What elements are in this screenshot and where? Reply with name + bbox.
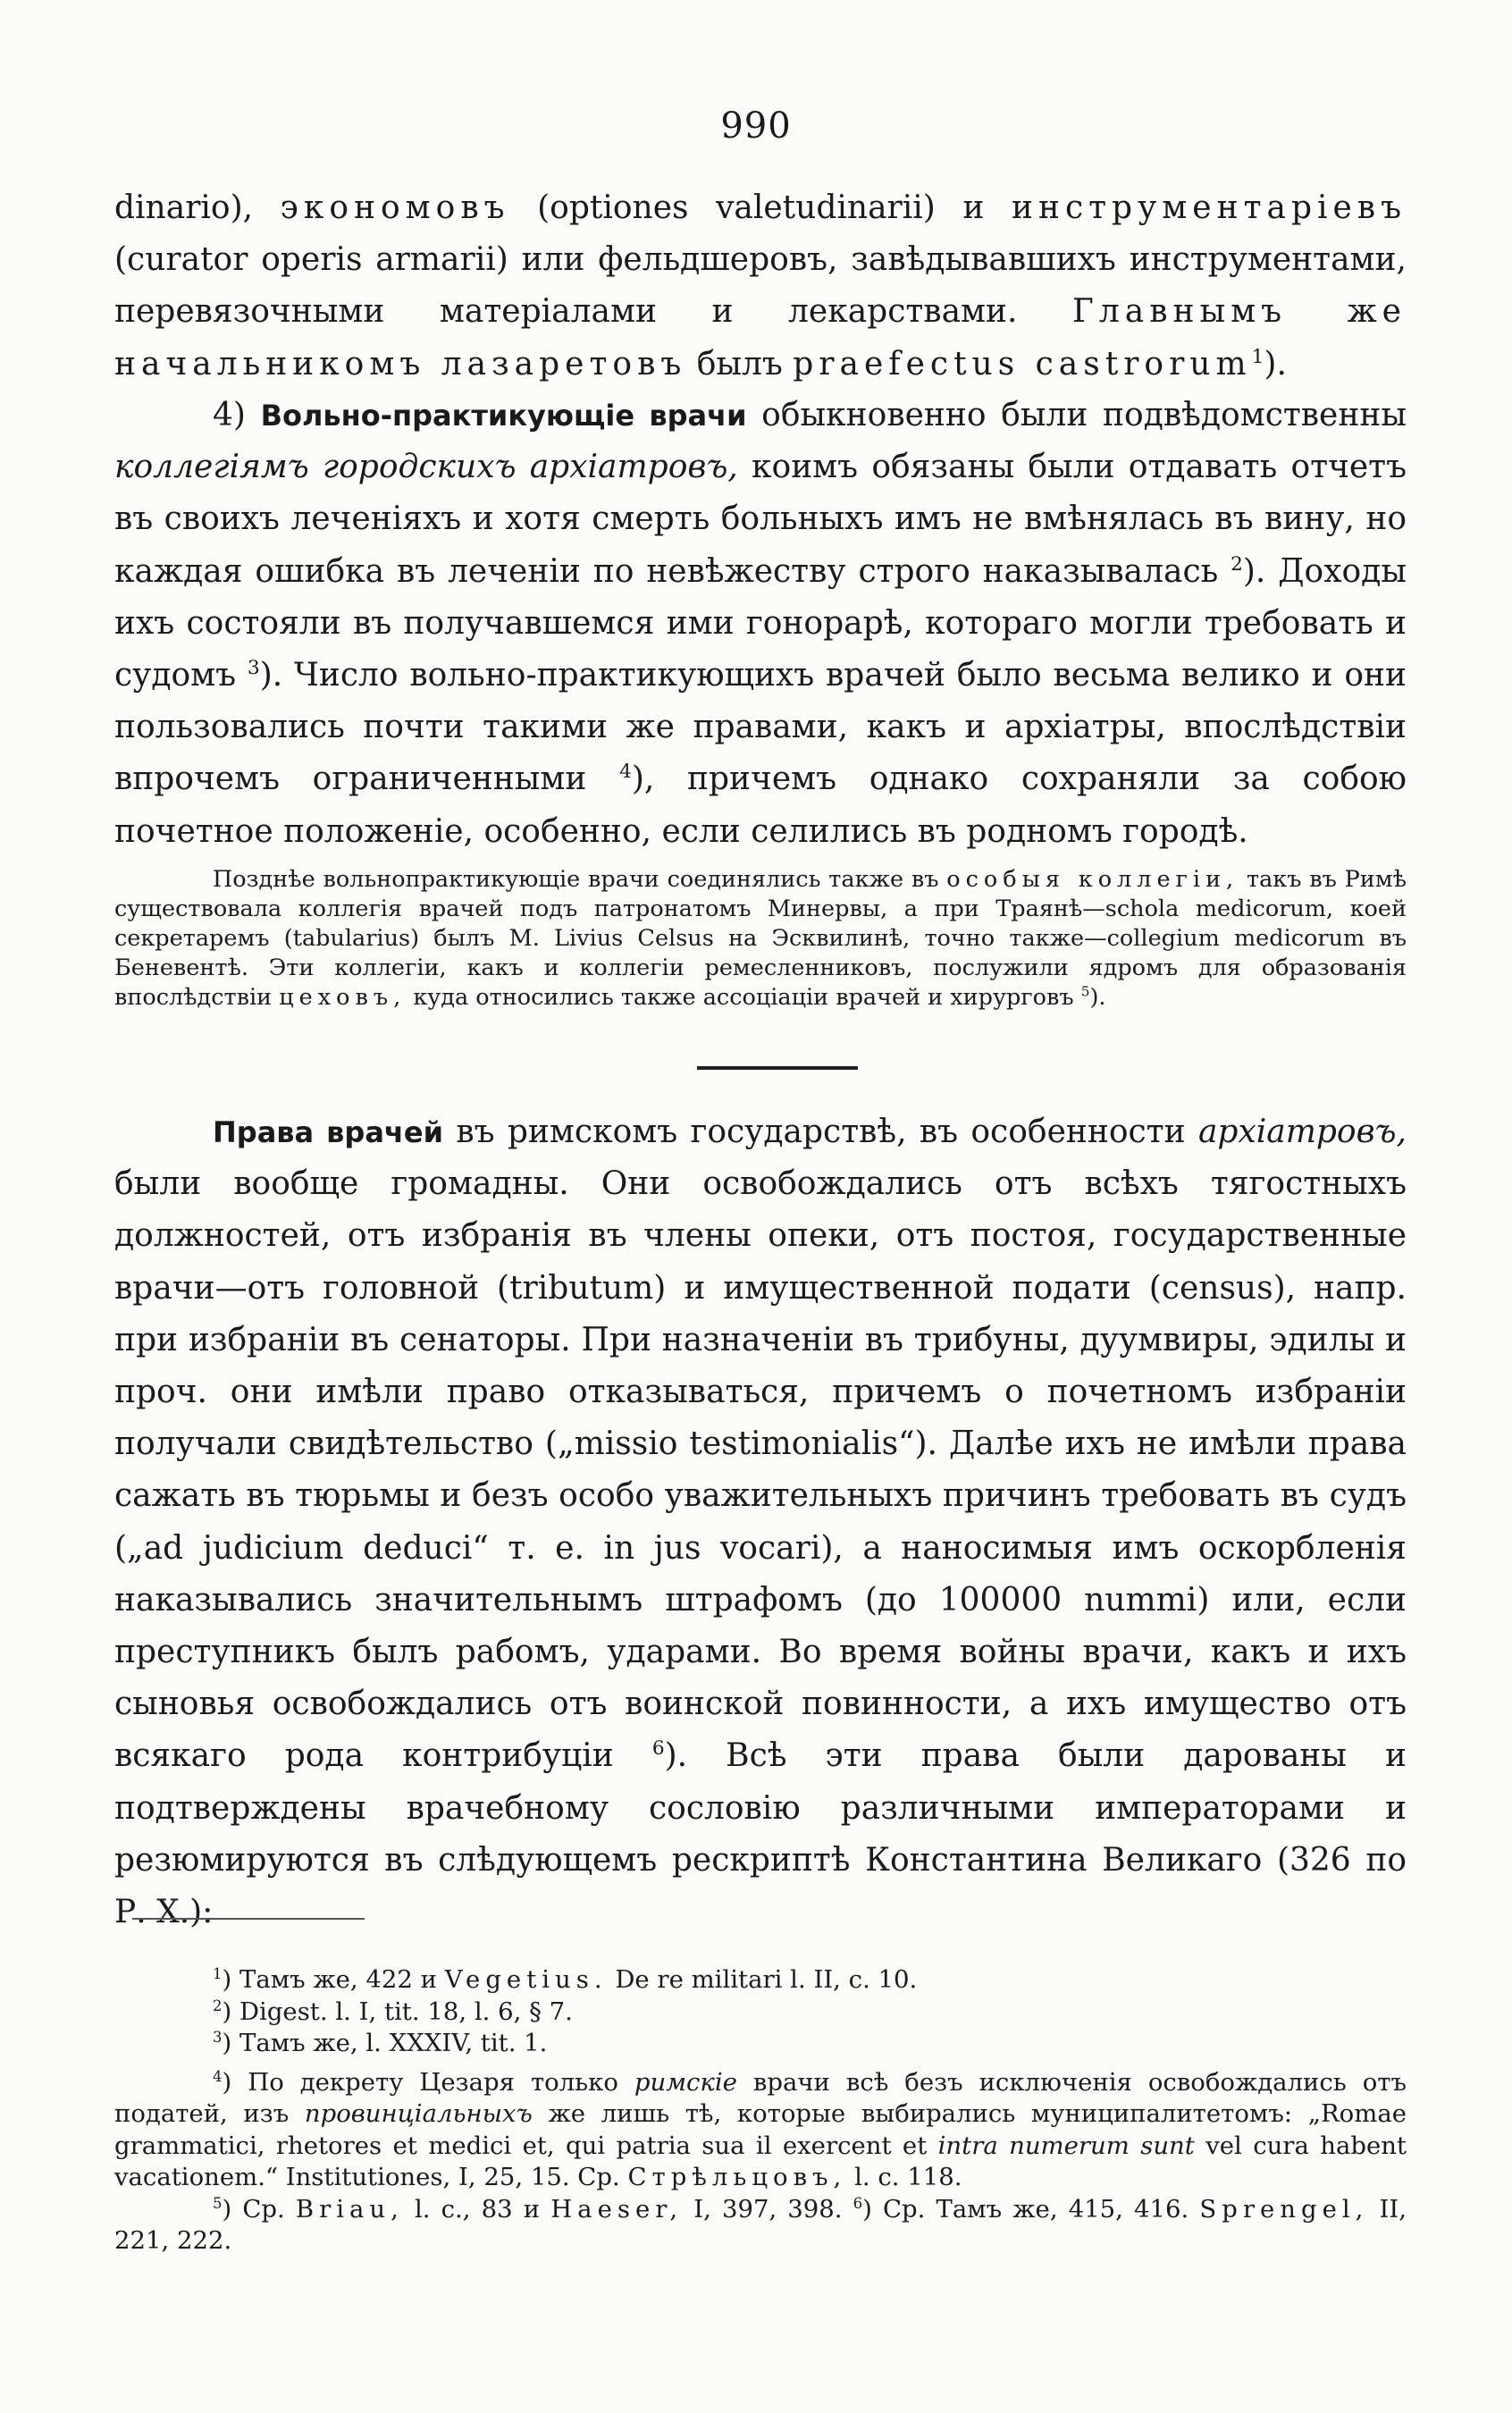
footnote-4 (114, 2067, 1407, 2194)
text: De re militari l. II, c. 10. (615, 1965, 918, 1994)
footnote-ref-2[interactable]: 2 (1231, 552, 1243, 576)
spaced-term: Главнымъ же начальникомъ лазаретовъ (114, 293, 1407, 383)
footnote-marker: 5 (213, 2194, 223, 2212)
text: l. c. 118. (854, 2163, 962, 2191)
italic-term: архіатровъ, (1197, 1114, 1407, 1150)
spaced-term: praefectus castrorum (793, 345, 1252, 383)
text: vel cura habent vacationem.“ Institutiones, I, 25, 15. Ср. (114, 2131, 1407, 2191)
italic-term: римскіе (634, 2067, 737, 2097)
text: обыкновенно были подвѣдомственны (761, 397, 1407, 433)
text: ) Тамъ же, 422 и (222, 1965, 437, 1994)
text: коимъ обязаны были отдавать отчетъ въ своихъ леченіяхъ и хотя смерть больныхъ имъ не вмѣнялась въ вину, но каждая ошибка въ леченіи по невѣжеству строго наказывалась (114, 449, 1407, 590)
text: . Доходы ихъ состояли въ получавшемся ими гонорарѣ, котораго могли требовать и судомъ (114, 552, 1407, 694)
footnote-marker: 1 (213, 1964, 223, 1982)
footnote-5-6 (114, 2194, 1407, 2257)
footnote-3 (114, 2028, 1407, 2060)
small-print-paragraph (114, 865, 1407, 1013)
footnote-marker: 4 (213, 2067, 223, 2085)
text: I, 397, 398. (693, 2194, 843, 2224)
text: , причемъ однако сохраняли за собою почетное положеніе, особенно, если селились въ родномъ городѣ. (114, 761, 1407, 850)
footnote-marker: 2 (213, 1997, 223, 2014)
footnote-ref-5[interactable]: 5 (1080, 983, 1090, 1000)
footnote-ref-1[interactable]: 1 (1251, 345, 1264, 368)
footnote-ref-3[interactable]: 3 (247, 657, 260, 680)
footnote-marker: 3 (213, 2028, 223, 2046)
footnote-ref-4[interactable]: 4 (619, 761, 632, 784)
text: ) Ср. Тамъ же, 415, 416. (862, 2194, 1189, 2224)
paragraph-3 (114, 1106, 1407, 1938)
text: ) Digest. l. I, tit. 18, l. 6, § 7. (222, 1997, 573, 2026)
text: ). (1089, 984, 1106, 1011)
footnote-2 (114, 1997, 1407, 2029)
footnote-ref-6[interactable]: 6 (651, 1737, 665, 1761)
text: врачи всѣ безъ исключенія освобождались отъ податей, изъ (114, 2067, 1407, 2128)
text: (curator operis armarii) или фельдшеровъ, завѣдывавшихъ инструментами, перевязочными матеріалами и лекарствами. (114, 241, 1407, 331)
text: ) По декрету Цезаря только (222, 2067, 618, 2097)
text: ). Всѣ эти права были дарованы и подтверждены врачебному сословію различными императорами и резюмируются въ слѣдующемъ рескриптѣ Константина Великаго (326 по Р. Х.): (114, 1737, 1407, 1931)
spaced-term: особыя коллегіи, (946, 866, 1239, 893)
paragraph-1: dinario), экономовъ (optiones valetudinarii) и инструментаріевъ (curator operis armarii) или фельдшеровъ, завѣдывавшихъ инструментами, перевязочными матеріалами и лекарствами. Главнымъ же начальникомъ лазаретовъ былъ praefectus castrorum$^1$). (114, 189, 1407, 383)
text: былъ (696, 345, 783, 383)
text: 4) (213, 397, 246, 433)
spaced-term: Sprengel, (1199, 2194, 1369, 2224)
spaced-term: экономовъ (280, 189, 510, 226)
bold-heading: Вольно-практикующіе врачи (260, 399, 747, 433)
text: l. c., 83 и (414, 2194, 541, 2224)
text: . (1276, 345, 1287, 383)
page-number: 990 (720, 105, 792, 147)
spaced-term: Haeser, (550, 2194, 684, 2224)
italic-term: коллегіямъ городскихъ архіатровъ, (114, 449, 738, 486)
footnote-marker: 6 (853, 2194, 863, 2212)
italic-term: провинціальныхъ (304, 2099, 533, 2128)
spaced-term: Стрѣльцовъ, (627, 2163, 847, 2191)
text: . Число вольно-практикующихъ врачей было весьма велико и они пользовались почти такими же правами, какъ и архіатры, впослѣдствіи впрочемъ ограниченными (114, 657, 1407, 798)
spaced-term: инструментаріевъ (1011, 189, 1407, 226)
spaced-term: цеховъ, (279, 984, 407, 1011)
text: такъ въ Римѣ существовала коллегія врачей подъ патронатомъ Минервы, а при Траянѣ—schola medicorum, коей секретаремъ (tabularius) былъ M. Livius Celsus на Эсквилинѣ, точно также—collegium medicorum въ Беневентѣ. Эти коллегіи, какъ и коллегіи ремесленниковъ, послужили ядромъ для образованія впослѣдствіи (114, 866, 1407, 1011)
text: (optiones valetudinarii) и (537, 189, 985, 226)
footnote-1 (114, 1964, 1407, 1997)
text: ) Тамъ же, l. XXXIV, tit. 1. (222, 2029, 548, 2057)
text: же лишь тѣ, которые выбирались муниципалитетомъ: „Romae grammatici, rhetores et medici et, qui patria sua il exercent et (114, 2099, 1407, 2160)
italic-term: intra numerum sunt (937, 2131, 1195, 2160)
text: куда относились также ассоціаціи врачей и хирурговъ (413, 984, 1074, 1011)
footnotes (114, 1964, 1407, 2257)
bold-heading: Права врачей (213, 1115, 444, 1149)
text: были вообще громадны. Они освобождались отъ всѣхъ тягостныхъ должностей, отъ избранія въ члены опеки, отъ постоя, государственные врачи—отъ головной (tributum) и имущественной подати (census), напр. при избраніи въ сенаторы. При назначеніи въ трибуны, дуумвиры, эдилы и проч. они имѣли право отказываться, причемъ о почетномъ избраніи получали свидѣтельство („missio testimonialis“). Далѣе ихъ не имѣли права сажать въ тюрьмы и безъ особо уважительныхъ причинъ требовать въ судъ („ad judicium deduci“ т. е. in jus vocari), а наносимыя имъ оскорбленія наказывались значительнымъ штрафомъ (до 100000 nummi) или, если преступникъ былъ рабомъ, ударами. Во время войны врачи, какъ и ихъ сыновья освобождались отъ воинской повинности, а ихъ имущество отъ всякаго рода контрибуціи (114, 1165, 1407, 1775)
section-divider (697, 1066, 858, 1070)
text: ) Ср. (222, 2194, 285, 2224)
text: II, 221, 222. (114, 2194, 1407, 2255)
paragraph-2: 4) Вольно-практикующіе врачи обыкновенно были подвѣдомственны коллегіямъ городскихъ архіатровъ, коимъ обязаны были отдавать отчетъ въ своихъ леченіяхъ и хотя смерть больныхъ имъ не вмѣнялась въ вину, но каждая ошибка въ леченіи по невѣжеству строго наказывалась $^2$). Доходы ихъ состояли въ получавшемся ими гонорарѣ, котораго могли требовать и судомъ $^3$). Число вольно-практикующихъ врачей было весьма велико и они пользовались почти такими же правами, какъ и архіатры, впослѣдствіи впрочемъ ограниченными $^4$), причемъ однако сохраняли за собою почетное положеніе, особенно, если селились въ родномъ городѣ. (114, 397, 1407, 850)
spaced-term: Briau, (295, 2194, 404, 2224)
footnote-divider (132, 1918, 365, 1920)
text: въ римскомъ государствѣ, въ особенности (456, 1114, 1186, 1150)
text: Позднѣе вольнопрактикующіе врачи соединялись также въ (213, 866, 939, 893)
spaced-term: Vegetius. (444, 1965, 608, 1994)
text: dinario), (114, 189, 254, 226)
